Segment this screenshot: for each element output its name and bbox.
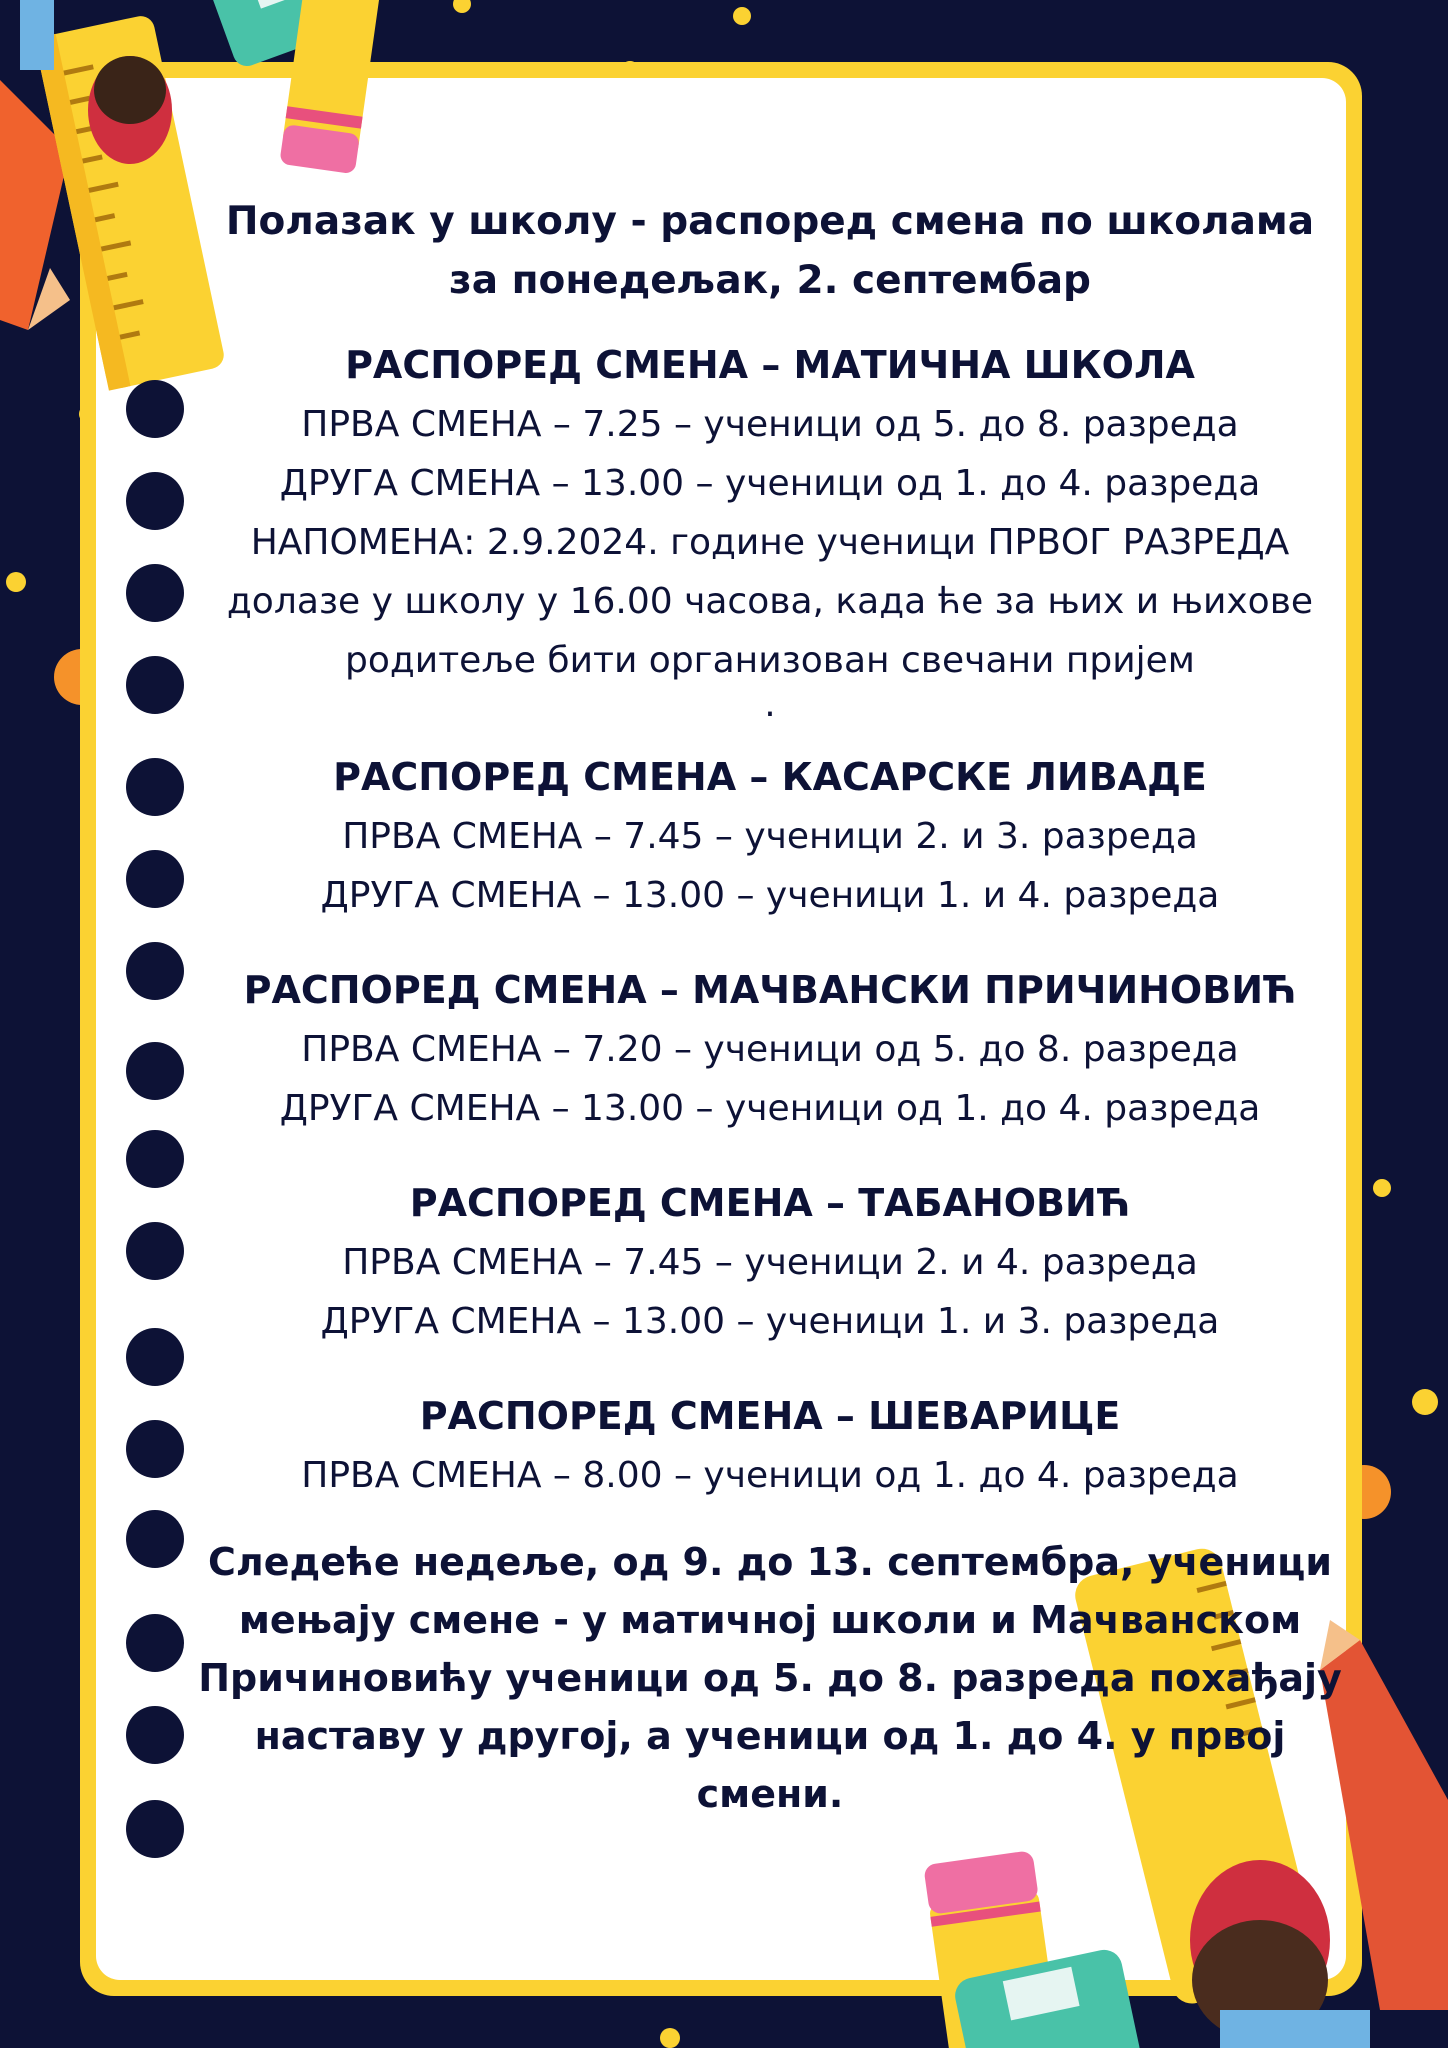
dot-yellow: [6, 572, 26, 592]
schedule-line: ПРВА СМЕНА – 7.45 – ученици 2. и 4. разреда: [342, 1242, 1198, 1283]
notebook-hole-icon: [126, 1328, 184, 1386]
section-heading: РАСПОРЕД СМЕНА – МАЧВАНСКИ ПРИЧИНОВИЋ: [243, 968, 1297, 1012]
schedule-section-kasarske-livade: [180, 748, 1360, 925]
dot-yellow: [733, 7, 751, 25]
notebook-hole-icon: [126, 1222, 184, 1280]
schedule-line: ПРВА СМЕНА – 7.20 – ученици од 5. до 8. разреда: [301, 1029, 1239, 1070]
notebook-hole-icon: [126, 1614, 184, 1672]
notebook-hole-icon: [126, 380, 184, 438]
notice-line: Причиновићу ученици од 5. до 8. разреда похађају: [198, 1656, 1342, 1700]
note-line: долазе у школу у 16.00 часова, када ће за њих и њихове: [226, 581, 1314, 622]
notebook-hole-icon: [126, 850, 184, 908]
notebook-hole-icon: [126, 1510, 184, 1568]
notebook-hole-icon: [126, 656, 184, 714]
dot-yellow: [660, 2028, 680, 2048]
announcement: [180, 192, 1360, 1823]
dot-yellow: [1412, 1389, 1438, 1415]
notebook-hole-icon: [126, 1706, 184, 1764]
schedule-line: ПРВА СМЕНА – 7.45 – ученици 2. и 3. разреда: [342, 816, 1198, 857]
schedule-line: ДРУГА СМЕНА – 13.00 – ученици од 1. до 4. разреда: [279, 1088, 1261, 1129]
schedule-line: ДРУГА СМЕНА – 13.00 – ученици од 1. до 4. разреда: [279, 463, 1261, 504]
schedule-section-shevarice: [180, 1387, 1360, 1505]
notice-line: наставу у другој, а ученици од 1. до 4. у првој смени.: [254, 1714, 1286, 1816]
next-week-notice: [180, 1533, 1360, 1823]
schedule-line: ПРВА СМЕНА – 8.00 – ученици од 1. до 4. разреда: [301, 1455, 1239, 1496]
notebook-hole-icon: [126, 472, 184, 530]
schedule-section-tabanovic: [180, 1174, 1360, 1351]
schedule-line: ДРУГА СМЕНА – 13.00 – ученици 1. и 4. разреда: [320, 875, 1220, 916]
section-heading: РАСПОРЕД СМЕНА – КАСАРСКЕ ЛИВАДЕ: [333, 755, 1207, 799]
page-title: [180, 192, 1360, 310]
notebook-hole-icon: [126, 1800, 184, 1858]
paintbrush-icon: [1190, 1860, 1370, 2048]
notice-line: мењају смене - у матичној школи и Мачванском: [238, 1598, 1302, 1642]
notebook-hole-icon: [126, 1130, 184, 1188]
notebook-hole-icon: [126, 1420, 184, 1478]
notebook-hole-icon: [126, 758, 184, 816]
schedule-line: ДРУГА СМЕНА – 13.00 – ученици 1. и 3. разреда: [320, 1301, 1220, 1342]
notebook-hole-icon: [126, 942, 184, 1000]
notice-line: Следеће недеље, од 9. до 13. септембра, ученици: [208, 1540, 1332, 1584]
notebook-hole-icon: [126, 564, 184, 622]
dot-yellow: [453, 0, 471, 13]
section-heading: РАСПОРЕД СМЕНА – МАТИЧНА ШКОЛА: [345, 343, 1195, 387]
title-line-2: за понедељак, 2. септембар: [449, 258, 1091, 303]
note-trailing-dot: .: [764, 684, 776, 725]
section-heading: РАСПОРЕД СМЕНА – ТАБАНОВИЋ: [409, 1181, 1131, 1225]
note-line: родитеље бити организован свечани пријем: [345, 640, 1195, 681]
notebook-hole-icon: [126, 1042, 184, 1100]
notebook-holes: [126, 380, 186, 1900]
schedule-section-maticna: [180, 336, 1360, 725]
section-heading: РАСПОРЕД СМЕНА – ШЕВАРИЦЕ: [419, 1394, 1121, 1438]
dot-yellow: [1373, 1179, 1391, 1197]
title-line-1: Полазак у школу - распоред смена по школама: [225, 199, 1315, 244]
schedule-line: ПРВА СМЕНА – 7.25 – ученици од 5. до 8. разреда: [301, 404, 1239, 445]
note-line: НАПОМЕНА: 2.9.2024. године ученици ПРВОГ РАЗРЕДА: [250, 522, 1290, 563]
schedule-section-macvanski-prichinovic: [180, 961, 1360, 1138]
